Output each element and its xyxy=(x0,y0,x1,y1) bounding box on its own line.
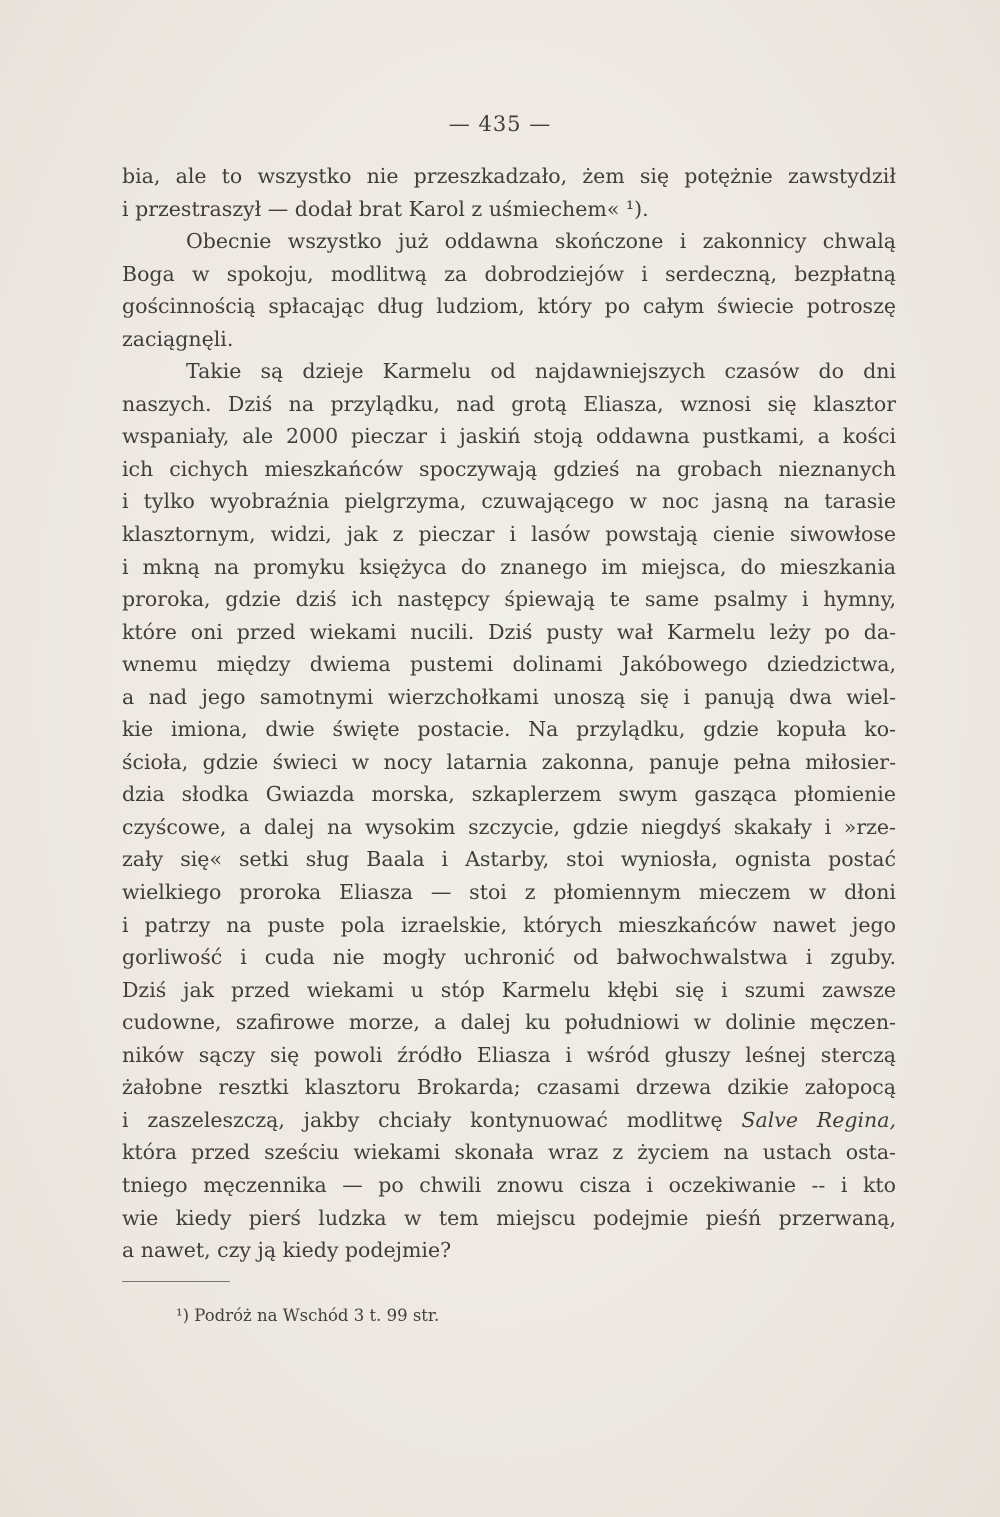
text-line: wielkiego proroka Eliasza — stoi z płomiennym mieczem w dłoni xyxy=(122,880,896,905)
footnote-divider xyxy=(122,1281,230,1282)
text-line: i mkną na promyku księżyca do znanego im miejsca, do mieszkania xyxy=(122,554,896,579)
text-line: żałobne resztki klasztoru Brokarda; czasami drzewa dzikie załopocą xyxy=(122,1075,896,1100)
text-line: Dziś jak przed wiekami u stóp Karmelu kłębi się i szumi zawsze xyxy=(122,977,896,1002)
text-line: i patrzy na puste pola izraelskie, których mieszkańców nawet jego xyxy=(122,912,896,937)
footnote: ¹) Podróż na Wschód 3 t. 99 str. xyxy=(176,1306,440,1325)
text-line: a nawet, czy ją kiedy podejmie? xyxy=(122,1238,452,1263)
text-line: tniego męczennika — po chwili znowu cisza i oczekiwanie -- i kto xyxy=(122,1172,896,1197)
text-line: gorliwość i cuda nie mogły uchronić od bałwochwalstwa i zguby. xyxy=(122,945,896,970)
text-line: zały się« setki sług Baala i Astarby, stoi wyniosła, ognista postać xyxy=(122,847,896,872)
text-line: wie kiedy pierś ludzka w tem miejscu podejmie pieśń przerwaną, xyxy=(122,1205,896,1230)
text-line: Obecnie wszystko już oddawna skończone i zakonnicy chwalą xyxy=(186,229,896,254)
text-line-with-italic xyxy=(122,1104,896,1137)
text-line: która przed sześciu wiekami skonała wraz z życiem na ustach osta- xyxy=(122,1140,896,1165)
text-line: wnemu między dwiema pustemi dolinami Jakóbowego dziedzictwa, xyxy=(122,652,896,677)
text-line: Boga w spokoju, modlitwą za dobrodziejów i serdeczną, bezpłatną xyxy=(122,261,896,286)
text-line: kie imiona, dwie święte postacie. Na przylądku, gdzie kopuła ko- xyxy=(122,717,896,742)
text-line: proroka, gdzie dziś ich następcy śpiewają te same psalmy i hymny, xyxy=(122,587,896,612)
text-line: i przestraszył — dodał brat Karol z uśmiechem« ¹). xyxy=(122,196,649,221)
text-line: cudowne, szafirowe morze, a dalej ku południowi w dolinie męczen- xyxy=(122,1010,896,1035)
text-segment: i zaszeleszczą, jakby chciały kontynuować modlitwę xyxy=(122,1107,723,1132)
text-line: i tylko wyobraźnia pielgrzyma, czuwającego w noc jasną na tarasie xyxy=(122,489,896,514)
text-line: Takie są dzieje Karmelu od najdawniejszych czasów do dni xyxy=(186,359,896,384)
text-line: wspaniały, ale 2000 pieczar i jaskiń stoją oddawna pustkami, a kości xyxy=(122,424,896,449)
text-line: a nad jego samotnymi wierzchołkami unoszą się i panują dwa wiel- xyxy=(122,684,896,709)
text-line: ników sączy się powoli źródło Eliasza i wśród głuszy leśnej sterczą xyxy=(122,1042,896,1067)
text-line: zaciągnęli. xyxy=(122,326,234,351)
text-line: klasztornym, widzi, jak z pieczar i lasów powstają cienie siwowłose xyxy=(122,522,896,547)
text-line: czyścowe, a dalej na wysokim szczycie, gdzie niegdyś skakały i »rze- xyxy=(122,814,896,839)
text-line: gościnnością spłacając dług ludziom, który po całym świecie potroszę xyxy=(122,294,896,319)
text-line: naszych. Dziś na przylądku, nad grotą Eliasza, wznosi się klasztor xyxy=(122,391,896,416)
text-line: dzia słodka Gwiazda morska, szkaplerzem swym gasząca płomienie xyxy=(122,782,896,807)
italic-title: Salve Regina, xyxy=(741,1107,896,1132)
text-line: ścioła, gdzie świeci w nocy latarnia zakonna, panuje pełna miłosier- xyxy=(122,749,896,774)
text-line: ich cichych mieszkańców spoczywają gdzieś na grobach nieznanych xyxy=(122,456,896,481)
text-line: bia, ale to wszystko nie przeszkadzało, żem się potężnie zawstydził xyxy=(122,164,896,188)
body-text xyxy=(122,160,896,1267)
page-number: — 435 — xyxy=(448,112,552,136)
text-line: które oni przed wiekami nucili. Dziś pusty wał Karmelu leży po da- xyxy=(122,619,896,644)
